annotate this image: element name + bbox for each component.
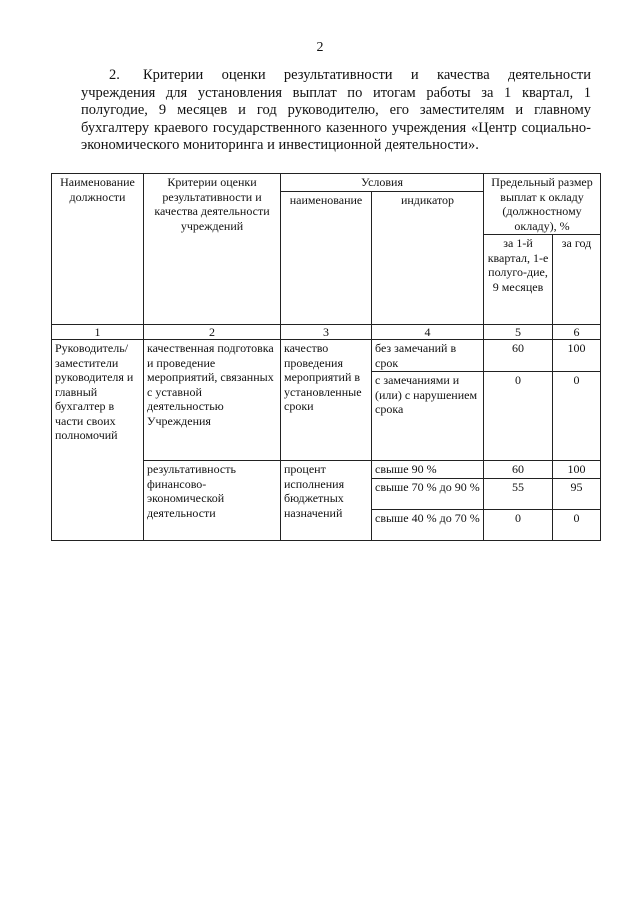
criterion-cell: результативность финансово-экономической деятельности	[144, 461, 281, 541]
quarter-value: 55	[484, 478, 553, 509]
year-value: 95	[553, 478, 601, 509]
header-period-quarter: за 1-й квартал, 1-е полуго-дие, 9 месяцев	[484, 235, 553, 325]
column-number-row	[52, 325, 601, 340]
year-value: 0	[553, 372, 601, 461]
condition-cell: процент исполнения бюджетных назначений	[281, 461, 372, 541]
table-row	[52, 340, 601, 372]
column-number: 3	[281, 325, 372, 340]
column-number: 1	[52, 325, 144, 340]
criteria-table	[51, 173, 601, 541]
indicator-cell: с замечаниями и (или) с нарушением срока	[372, 372, 484, 461]
indicator-cell: свыше 90 %	[372, 461, 484, 479]
quarter-value: 0	[484, 509, 553, 540]
quarter-value: 0	[484, 372, 553, 461]
header-row-1	[52, 174, 601, 192]
criterion-cell: качественная подготовка и проведение мероприятий, связанных с уставной деятельностью Учреждения	[144, 340, 281, 461]
year-value: 100	[553, 461, 601, 479]
year-value: 100	[553, 340, 601, 372]
position-cell: Руководитель/ заместители руководителя и главный бухгалтер в части своих полномочий	[52, 340, 144, 541]
indicator-cell: свыше 40 % до 70 %	[372, 509, 484, 540]
indicator-cell: без замечаний в срок	[372, 340, 484, 372]
header-condition-indicator: индикатор	[372, 191, 484, 325]
column-number: 6	[553, 325, 601, 340]
header-conditions: Условия	[281, 174, 484, 192]
intro-number: 2.	[109, 67, 120, 83]
header-condition-name: наименование	[281, 191, 372, 325]
column-number: 2	[144, 325, 281, 340]
header-max-payment: Предельный размер выплат к окладу (должностному окладу), %	[484, 174, 601, 235]
intro-text: Критерии оценки результативности и качества деятельности учреждения для установления выплат по итогам работы за 1 квартал, 1 полугодие, 9 месяцев и год руководителю, его заместителям и главному бухгалтеру краевого государственного казенного учреждения «Центр социально-экономического мониторинга и инвестиционной деятельности».	[81, 67, 591, 154]
condition-cell: качество проведения мероприятий в установленные сроки	[281, 340, 372, 461]
header-period-year: за год	[553, 235, 601, 325]
column-number: 4	[372, 325, 484, 340]
quarter-value: 60	[484, 461, 553, 479]
indicator-cell: свыше 70 % до 90 %	[372, 478, 484, 509]
column-number: 5	[484, 325, 553, 340]
header-position: Наименование должности	[52, 174, 144, 325]
page-number: 2	[316, 40, 324, 55]
quarter-value: 60	[484, 340, 553, 372]
intro-paragraph	[81, 67, 591, 155]
header-criteria: Критерии оценки результативности и качества деятельности учреждений	[144, 174, 281, 325]
year-value: 0	[553, 509, 601, 540]
